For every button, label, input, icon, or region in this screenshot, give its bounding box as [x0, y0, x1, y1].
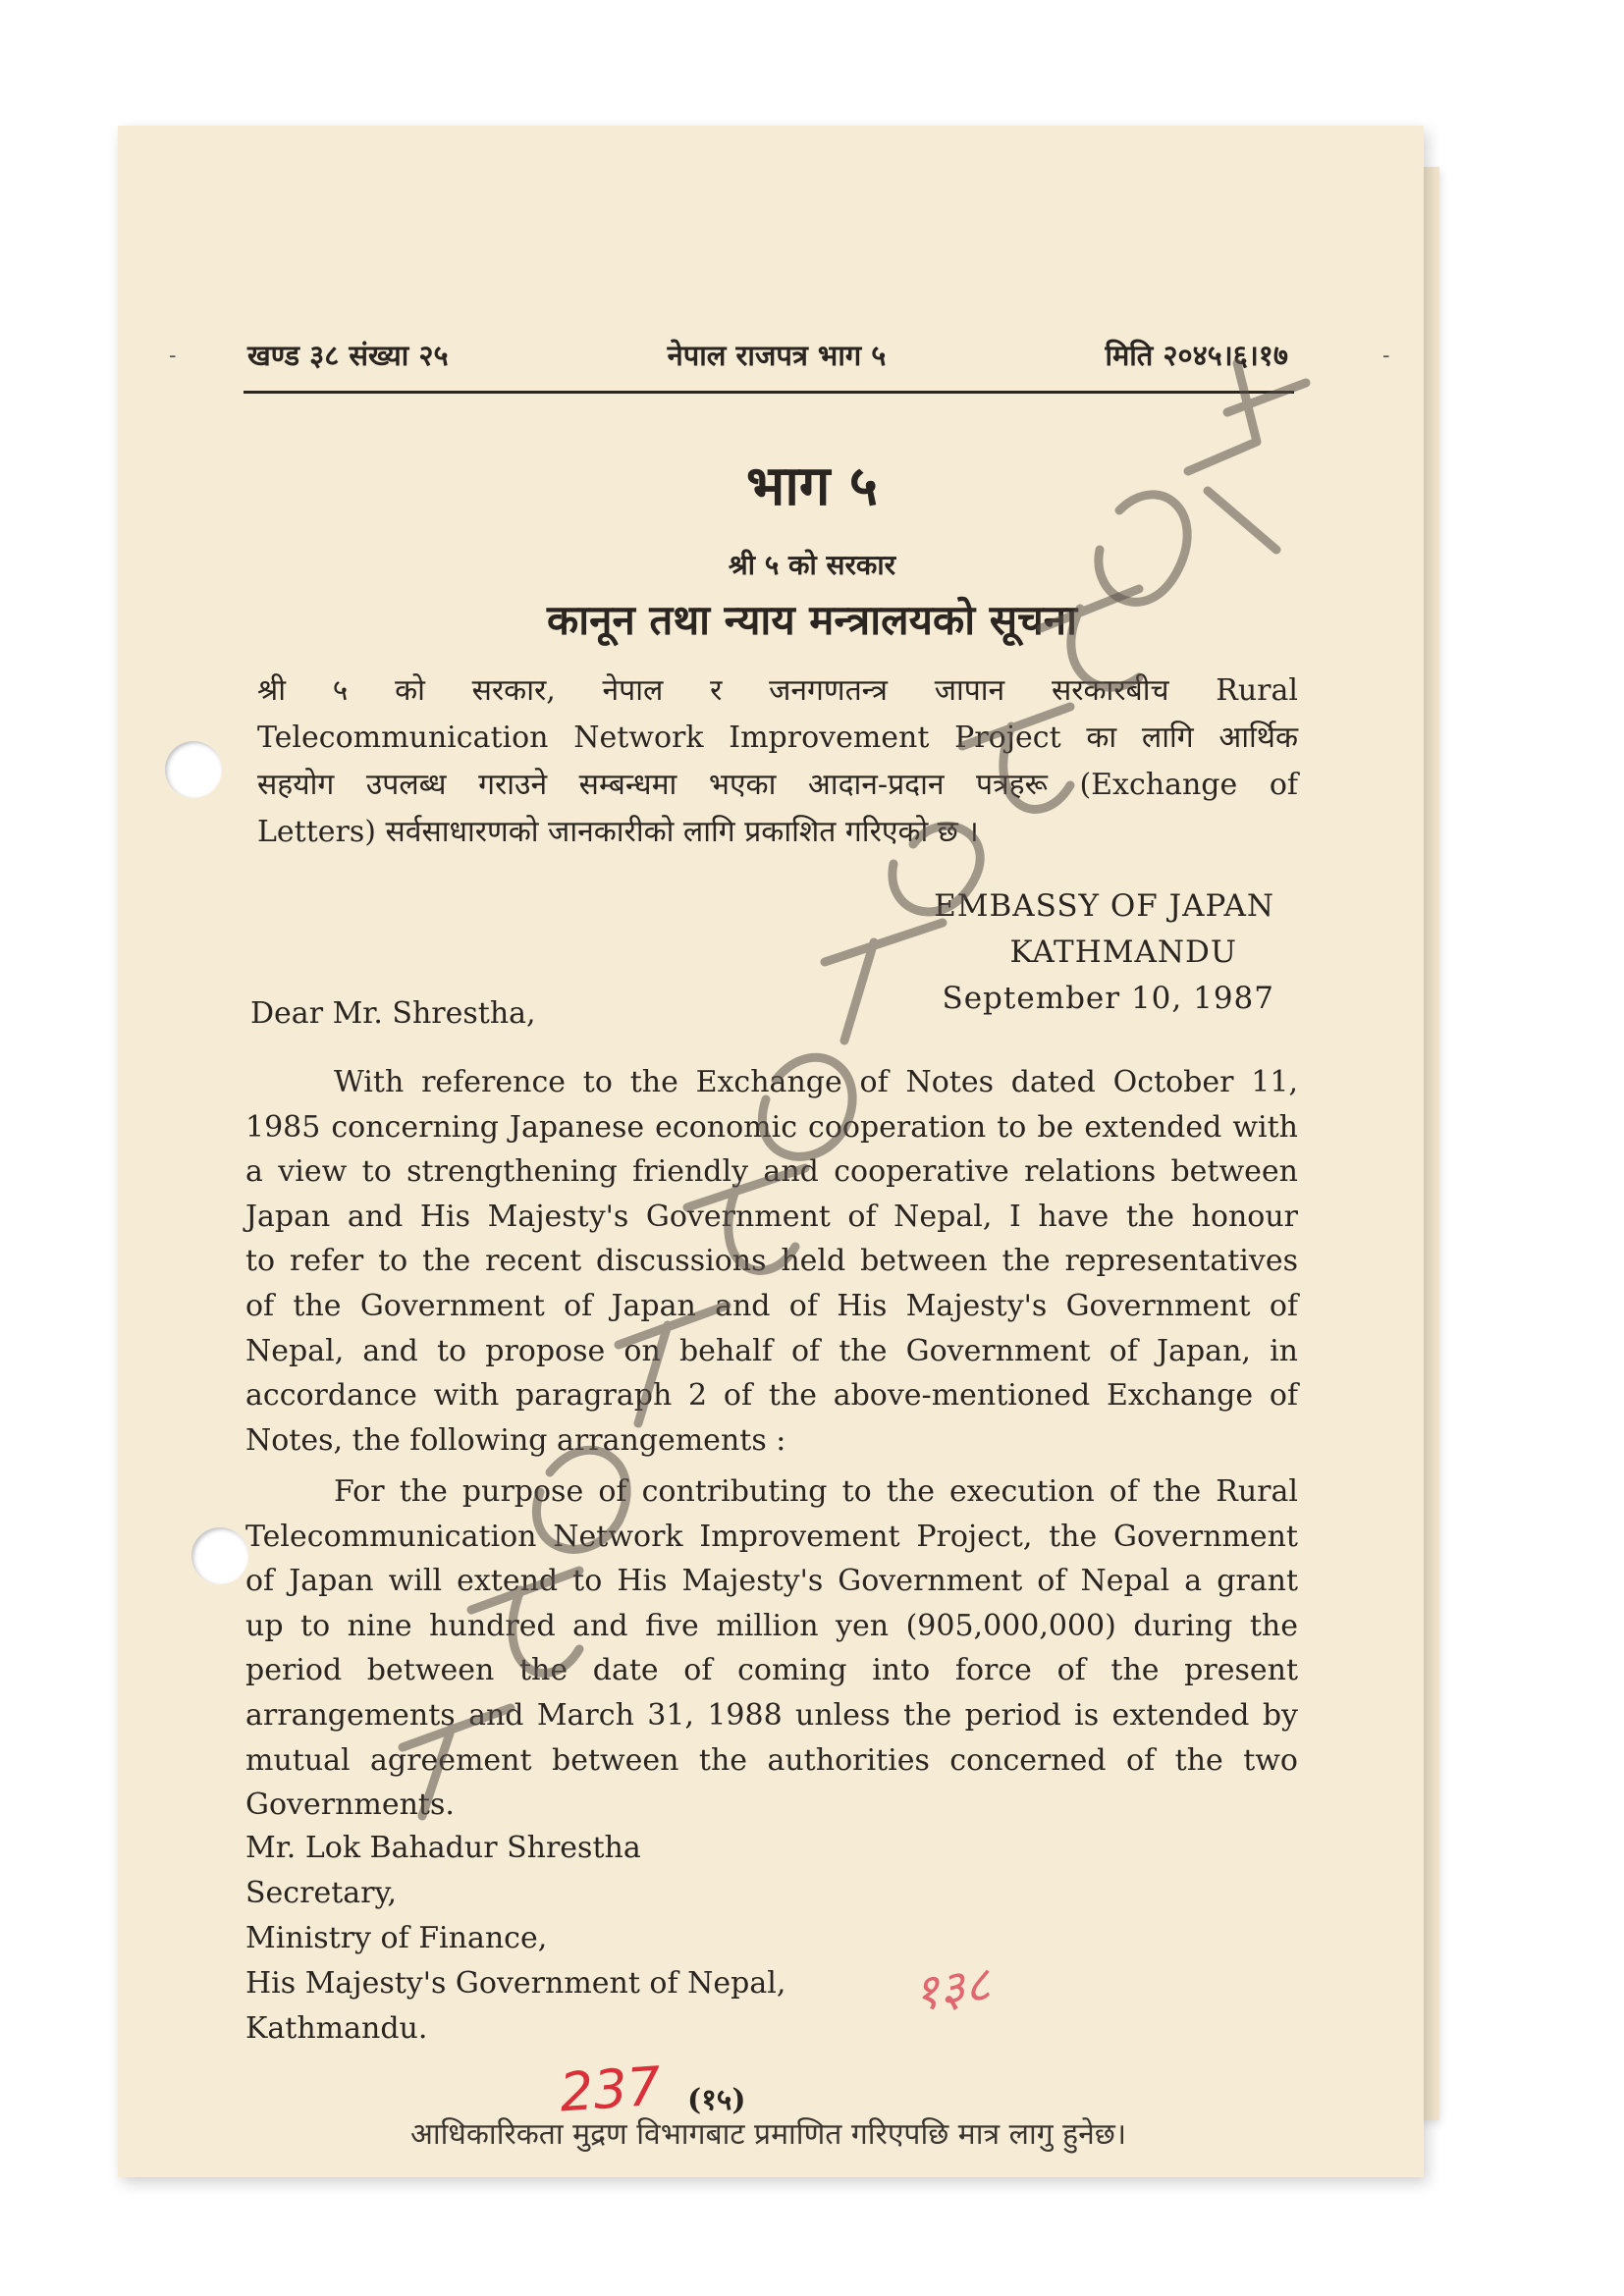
recipient-address [245, 1826, 785, 2052]
paragraph-line: of Japan will extend to His Majesty's Government of Nepal a grant [245, 1564, 1298, 1599]
paragraph-line: arrangements and March 31, 1988 unless the period is extended by [245, 1697, 1298, 1733]
sender-name: EMBASSY OF JAPAN [934, 888, 1274, 924]
certification-note: आधिकारिकता मुद्रण विभागबाट प्रमाणित गरिएपछि मात्र लागु हुनेछ। [410, 2117, 1127, 2152]
address-line: Ministry of Finance, [245, 1921, 548, 1955]
paragraph-line: With reference to the Exchange of Notes dated October 11, [334, 1065, 1298, 1099]
salutation: Dear Mr. Shrestha, [250, 996, 536, 1031]
paragraph-1 [245, 1060, 1298, 1463]
paragraph-line: 1985 concerning Japanese economic cooperation to be extended with [245, 1109, 1298, 1145]
handwritten-page-mark: 237 [557, 2055, 664, 2124]
sender-block [901, 883, 1274, 1022]
address-line: Mr. Lok Bahadur Shrestha [245, 1831, 641, 1865]
address-line: Secretary, [245, 1876, 397, 1910]
paragraph-line: up to nine hundred and five million yen (905,000,000) during the [245, 1608, 1298, 1643]
margin-mark: - [169, 344, 177, 368]
government-line: श्री ५ को सरकार [728, 549, 896, 581]
address-line: Kathmandu. [245, 2011, 428, 2046]
punch-hole-bottom [191, 1527, 248, 1584]
paragraph-line: accordance with paragraph 2 of the above-mentioned Exchange of [245, 1378, 1298, 1414]
paragraph-line: period between the date of coming into force of the present [245, 1653, 1298, 1688]
paragraph-2 [245, 1469, 1298, 1828]
paragraph-line: Governments. [245, 1788, 455, 1823]
paragraph-line: Notes, the following arrangements : [245, 1422, 786, 1458]
sender-city: KATHMANDU [1009, 934, 1237, 970]
part-title: भाग ५ [745, 454, 879, 518]
volume-number: खण्ड ३८ संख्या २५ [247, 339, 449, 372]
notice-title: कानून तथा न्याय मन्त्रालयको सूचना [547, 596, 1077, 644]
paragraph-line: Nepal, and to propose on behalf of the Government of Japan, in [245, 1333, 1298, 1368]
paragraph-line: For the purpose of contributing to the execution of the Rural [334, 1474, 1298, 1509]
paragraph-line: of the Government of Japan and of His Majesty's Government of [245, 1288, 1298, 1323]
letter-date: September 10, 1987 [942, 981, 1274, 1016]
notice-intro [257, 667, 1298, 856]
intro-line: श्री ५ को सरकार, नेपाल र जनगणतन्त्र जापान सरकारबीच Rural [257, 673, 1298, 708]
gazette-title: नेपाल राजपत्र भाग ५ [667, 339, 887, 372]
paragraph-line: Telecommunication Network Improvement Project, the Government [245, 1519, 1298, 1554]
gazette-date: मिति २०४५।६।१७ [1105, 339, 1288, 372]
paragraph-line: to refer to the recent discussions held between the representatives [245, 1244, 1298, 1279]
address-line: His Majesty's Government of Nepal, [245, 1966, 786, 2001]
gazette-header [247, 336, 1288, 374]
header-divider [244, 391, 1294, 394]
intro-line: Letters) सर्वसाधारणको जानकारीको लागि प्रकाशित गरिएको छ । [257, 815, 979, 849]
intro-line: सहयोग उपलब्ध गराउने सम्बन्धमा भएका आदान-प्रदान पत्रहरू (Exchange of [257, 768, 1298, 802]
handwritten-faint-mark: १३८ [909, 1954, 994, 2023]
punch-hole-top [165, 741, 222, 798]
page-number: (१५) [687, 2083, 746, 2117]
paragraph-line: a view to strengthening friendly and cooperative relations between [245, 1154, 1298, 1190]
margin-mark: - [1382, 344, 1390, 368]
paragraph-line: Japan and His Majesty's Government of Nepal, I have the honour [245, 1199, 1298, 1234]
intro-line: Telecommunication Network Improvement Project का लागि आर्थिक [257, 721, 1298, 755]
paragraph-line: mutual agreement between the authorities concerned of the two [245, 1742, 1298, 1778]
